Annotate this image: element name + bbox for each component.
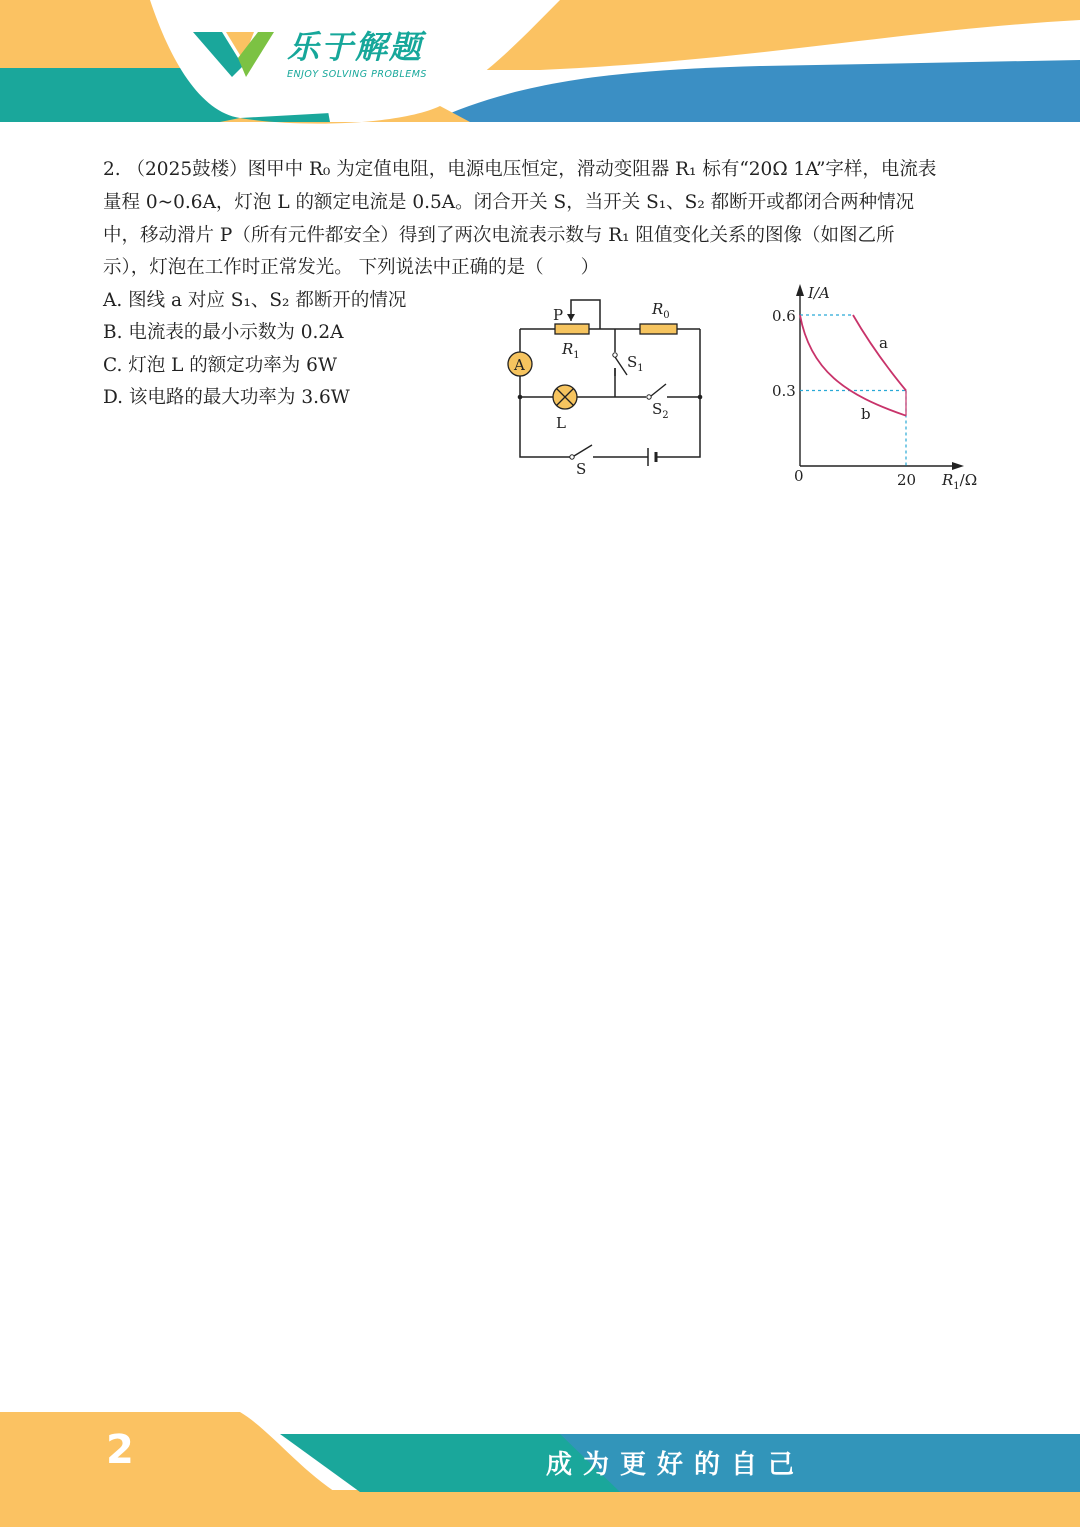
question-line-2: 量程 0~0.6A，灯泡 L 的额定电流是 0.5A。闭合开关 S，当开关 S₁、S₂ 都断开或都闭合两种情况 <box>103 192 915 213</box>
ammeter-label: A <box>514 356 525 374</box>
option-a: A. 图线 a 对应 S₁、S₂ 都断开的情况 <box>103 290 407 311</box>
lamp-label: L <box>556 414 566 432</box>
resistor-r1 <box>555 324 589 334</box>
switch-s2-icon <box>647 384 666 399</box>
current-resistance-graph <box>760 278 990 493</box>
resistor-r0 <box>640 324 677 334</box>
page-number: 2 <box>106 1427 134 1473</box>
brand-name: 乐于解题 <box>287 28 424 66</box>
r1-label: $R_1$ <box>562 340 580 361</box>
lamp-icon <box>553 385 577 409</box>
curve-label-a: a <box>879 334 888 352</box>
x-tick-label: 20 <box>897 471 917 489</box>
question-line-4: 示），灯泡在工作时正常发光。 下列说法中正确的是（ ） <box>103 257 600 278</box>
y-tick-label: 0.6 <box>772 307 796 325</box>
switch-s1-icon <box>613 353 627 376</box>
question-line-3: 中，移动滑片 P（所有元件都安全）得到了两次电流表示数与 R₁ 阻值变化关系的图像（如图乙所 <box>103 225 895 246</box>
origin-label: 0 <box>794 467 804 485</box>
slider-label: P <box>553 306 564 324</box>
curve-label-b: b <box>861 405 871 423</box>
x-axis-arrow-icon <box>952 462 964 470</box>
r0-label: $R_0$ <box>652 300 670 321</box>
option-d: D. 该电路的最大功率为 3.6W <box>103 387 350 408</box>
brand-tagline: ENJOY SOLVING PROBLEMS <box>287 69 427 80</box>
curve-a <box>853 315 906 391</box>
s2-label: $S_2$ <box>652 400 669 421</box>
y-axis-label: I/A <box>808 284 830 302</box>
x-axis-label: $R_1/\Omega$ <box>942 471 978 492</box>
footer-slogan: 成为更好的自己 <box>546 1450 806 1480</box>
circuit-diagram <box>500 290 720 485</box>
battery-icon <box>648 448 656 466</box>
y-tick-label: 0.3 <box>772 382 796 400</box>
slider-arrow-icon <box>567 314 575 321</box>
question-line-1: 2. （2025鼓楼）图甲中 R₀ 为定值电阻，电源电压恒定，滑动变阻器 R₁ 标有“20Ω 1A”字样，电流表 <box>103 159 937 180</box>
switch-s-label: S <box>576 460 587 478</box>
option-c: C. 灯泡 L 的额定功率为 6W <box>103 355 337 376</box>
option-b: B. 电流表的最小示数为 0.2A <box>103 322 344 343</box>
y-axis-arrow-icon <box>796 284 804 296</box>
curve-b <box>800 315 906 416</box>
switch-s-icon <box>570 445 592 459</box>
footer-banner <box>0 1410 1080 1527</box>
header-banner <box>0 0 1080 130</box>
s1-label: $S_1$ <box>627 353 644 374</box>
